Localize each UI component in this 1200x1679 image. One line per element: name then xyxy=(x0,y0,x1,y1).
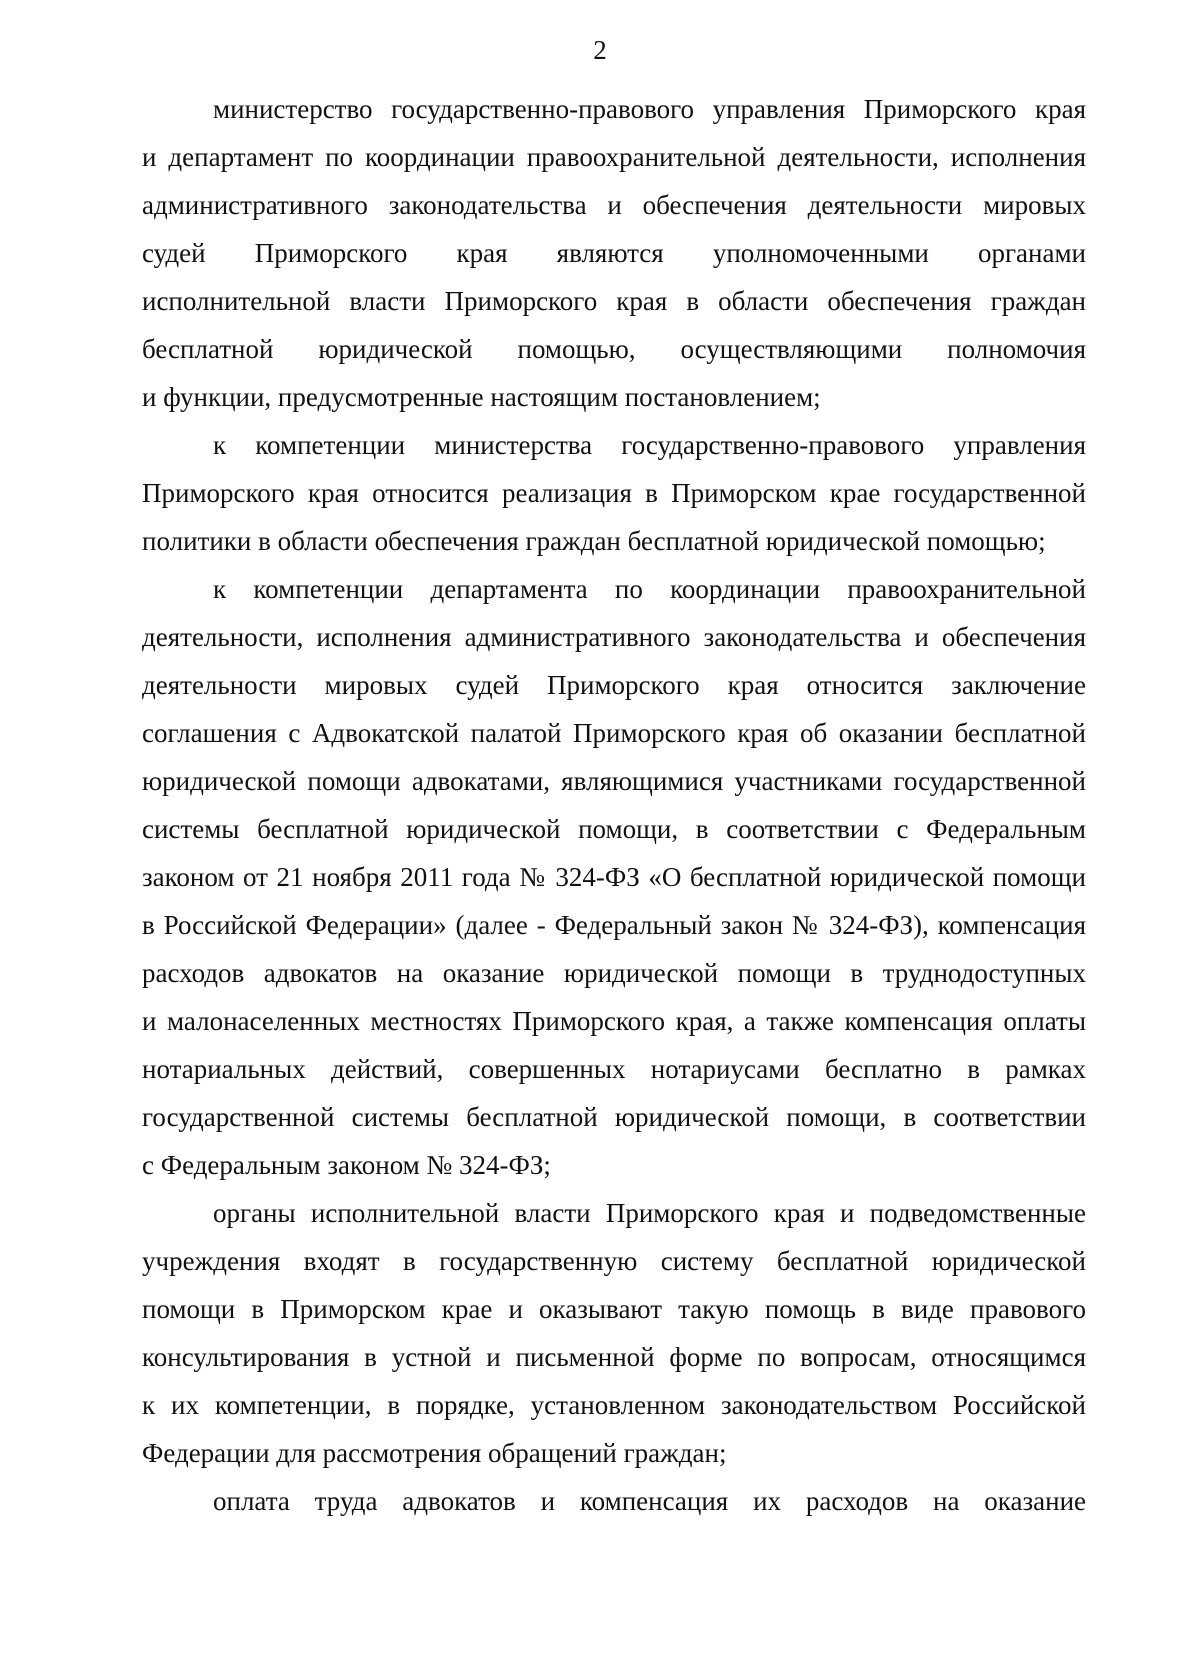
text-line: и департамент по координации правоохранительной деятельности, исполнения xyxy=(142,142,1086,172)
text-line: оплата труда адвокатов и компенсация их расходов на оказание xyxy=(213,1486,1086,1516)
text-line: деятельности мировых судей Приморского края относится заключение xyxy=(142,670,1086,700)
text-line: Приморского края относится реализация в Приморском крае государственной xyxy=(142,478,1086,508)
text-line: к компетенции министерства государственно-правового управления xyxy=(213,430,1086,460)
paragraph-ministry-competence xyxy=(142,421,1086,565)
text-line: к компетенции департамента по координации правоохранительной xyxy=(213,574,1086,604)
text-line: политики в области обеспечения граждан бесплатной юридической помощью; xyxy=(142,526,1046,556)
text-line: соглашения с Адвокатской палатой Приморского края об оказании бесплатной xyxy=(142,718,1086,748)
text-line: к их компетенции, в порядке, установленном законодательством Российской xyxy=(142,1390,1086,1420)
paragraph-executive-bodies xyxy=(142,1189,1086,1477)
text-line: деятельности, исполнения административного законодательства и обеспечения xyxy=(142,622,1086,652)
text-line: законом от 21 ноября 2011 года № 324-ФЗ «О бесплатной юридической помощи xyxy=(142,862,1086,892)
text-line: в Российской Федерации» (далее - Федеральный закон № 324-ФЗ), компенсация xyxy=(142,910,1086,940)
document-body xyxy=(142,85,1086,1525)
text-line: учреждения входят в государственную систему бесплатной юридической xyxy=(142,1246,1086,1276)
text-line: и функции, предусмотренные настоящим постановлением; xyxy=(142,382,821,412)
text-line: органы исполнительной власти Приморского края и подведомственные xyxy=(213,1198,1086,1228)
text-line: юридической помощи адвокатами, являющимися участниками государственной xyxy=(142,766,1086,796)
text-line: министерство государственно-правового управления Приморского края xyxy=(213,94,1086,124)
text-line: консультирования в устной и письменной форме по вопросам, относящимся xyxy=(142,1342,1086,1372)
text-line: и малонаселенных местностях Приморского края, а также компенсация оплаты xyxy=(142,1006,1086,1036)
page-number: 2 xyxy=(593,35,607,65)
text-line: системы бесплатной юридической помощи, в соответствии с Федеральным xyxy=(142,814,1086,844)
text-line: Федерации для рассмотрения обращений граждан; xyxy=(142,1438,727,1468)
paragraph-lawyers-payment xyxy=(142,1477,1086,1525)
paragraph-department-competence xyxy=(142,565,1086,1189)
text-line: нотариальных действий, совершенных нотариусами бесплатно в рамках xyxy=(142,1054,1086,1084)
text-line: судей Приморского края являются уполномоченными органами xyxy=(142,238,1086,268)
text-line: с Федеральным законом № 324-ФЗ; xyxy=(142,1150,551,1180)
text-line: бесплатной юридической помощью, осуществляющими полномочия xyxy=(142,334,1086,364)
paragraph-authorized-bodies xyxy=(142,85,1086,421)
text-line: исполнительной власти Приморского края в области обеспечения граждан xyxy=(142,286,1086,316)
text-line: административного законодательства и обеспечения деятельности мировых xyxy=(142,190,1086,220)
text-line: государственной системы бесплатной юридической помощи, в соответствии xyxy=(142,1102,1086,1132)
text-line: помощи в Приморском крае и оказывают такую помощь в виде правового xyxy=(142,1294,1086,1324)
text-line: расходов адвокатов на оказание юридической помощи в труднодоступных xyxy=(142,958,1086,988)
